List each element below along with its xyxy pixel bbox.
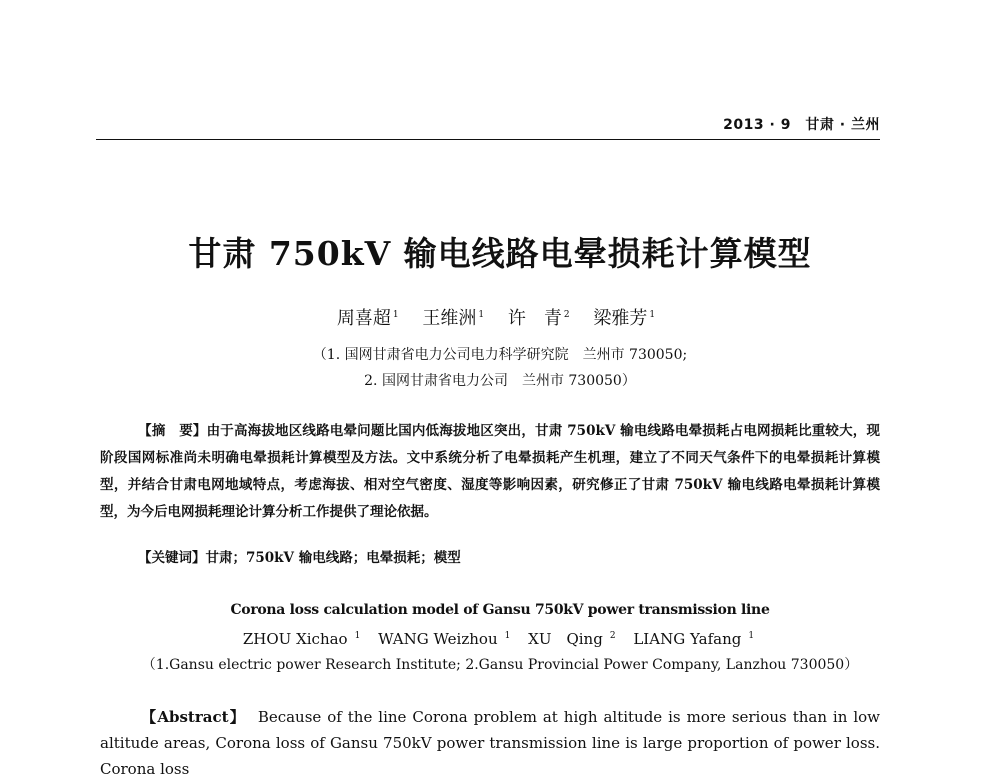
author-name: 许 青	[507, 308, 562, 329]
english-author-list	[0, 628, 1000, 649]
author-name: 王维洲	[422, 308, 477, 329]
english-author-affil-mark: 2	[609, 631, 616, 641]
author-affil-mark: 2	[563, 310, 570, 320]
keywords-cn	[138, 546, 461, 566]
header-rule	[96, 139, 880, 140]
abstract-cn-text: 由于高海拔地区线路电晕问题比国内低海拔地区突出，甘肃 750kV 输电线路电晕损耗占电网损耗比重较大，现阶段国网标准尚未明确电晕损耗计算模型及方法。文中系统分析了电晕损耗产生机理，建立了不同天气条件下的电晕损耗计算模型，并结合甘肃电网地域特点，考虑海拔、相对空气密度、湿度等影响因素，研究修正了甘肃 750kV 输电线路电晕损耗计算模型，为今后电网损耗理论计算分析工作提供了理论依据。	[100, 423, 880, 520]
english-author-affil-mark: 1	[504, 631, 511, 641]
affiliation-line-2: 2. 国网甘肃省电力公司 兰州市 730050）	[364, 373, 636, 389]
author-affil-mark: 1	[649, 310, 656, 320]
english-author-name: LIANG Yafang	[633, 630, 742, 648]
english-author-name: WANG Weizhou	[378, 630, 498, 648]
abstract-cn	[100, 418, 880, 526]
author-list	[0, 304, 1000, 330]
paper-title: 甘肃 750kV 输电线路电晕损耗计算模型	[188, 234, 812, 273]
english-title: Corona loss calculation model of Gansu 750kV power transmission line	[230, 602, 770, 618]
author-affil-mark: 1	[478, 310, 485, 320]
author-name: 周喜超	[336, 308, 391, 329]
english-author-name: XU Qing	[528, 630, 603, 648]
english-author-name: ZHOU Xichao	[242, 630, 348, 648]
abstract-en-text: Because of the line Corona problem at high altitude is more serious than in low altitude areas, Corona loss of Gansu 750kV power transmission line is large proportion of power loss. Corona loss	[100, 708, 881, 778]
keywords-cn-label: 【关键词】	[138, 550, 206, 566]
abstract-en-label: 【Abstract】	[140, 708, 246, 726]
english-author-affil-mark: 1	[748, 631, 755, 641]
author-name: 梁雅芳	[593, 308, 648, 329]
keywords-cn-text: 甘肃；750kV 输电线路；电晕损耗；模型	[205, 550, 461, 566]
author-affil-mark: 1	[392, 310, 399, 320]
english-author-affil-mark: 1	[354, 631, 361, 641]
running-head: 2013 · 9 甘肃 · 兰州	[723, 117, 880, 133]
abstract-en	[100, 704, 880, 782]
english-affiliation: （1.Gansu electric power Research Institute; 2.Gansu Provincial Power Company, Lanzhou 730050）	[141, 657, 859, 673]
affiliation-line-1: （1. 国网甘肃省电力公司电力科学研究院 兰州市 730050;	[312, 347, 688, 363]
abstract-cn-label: 【摘 要】	[138, 423, 207, 439]
